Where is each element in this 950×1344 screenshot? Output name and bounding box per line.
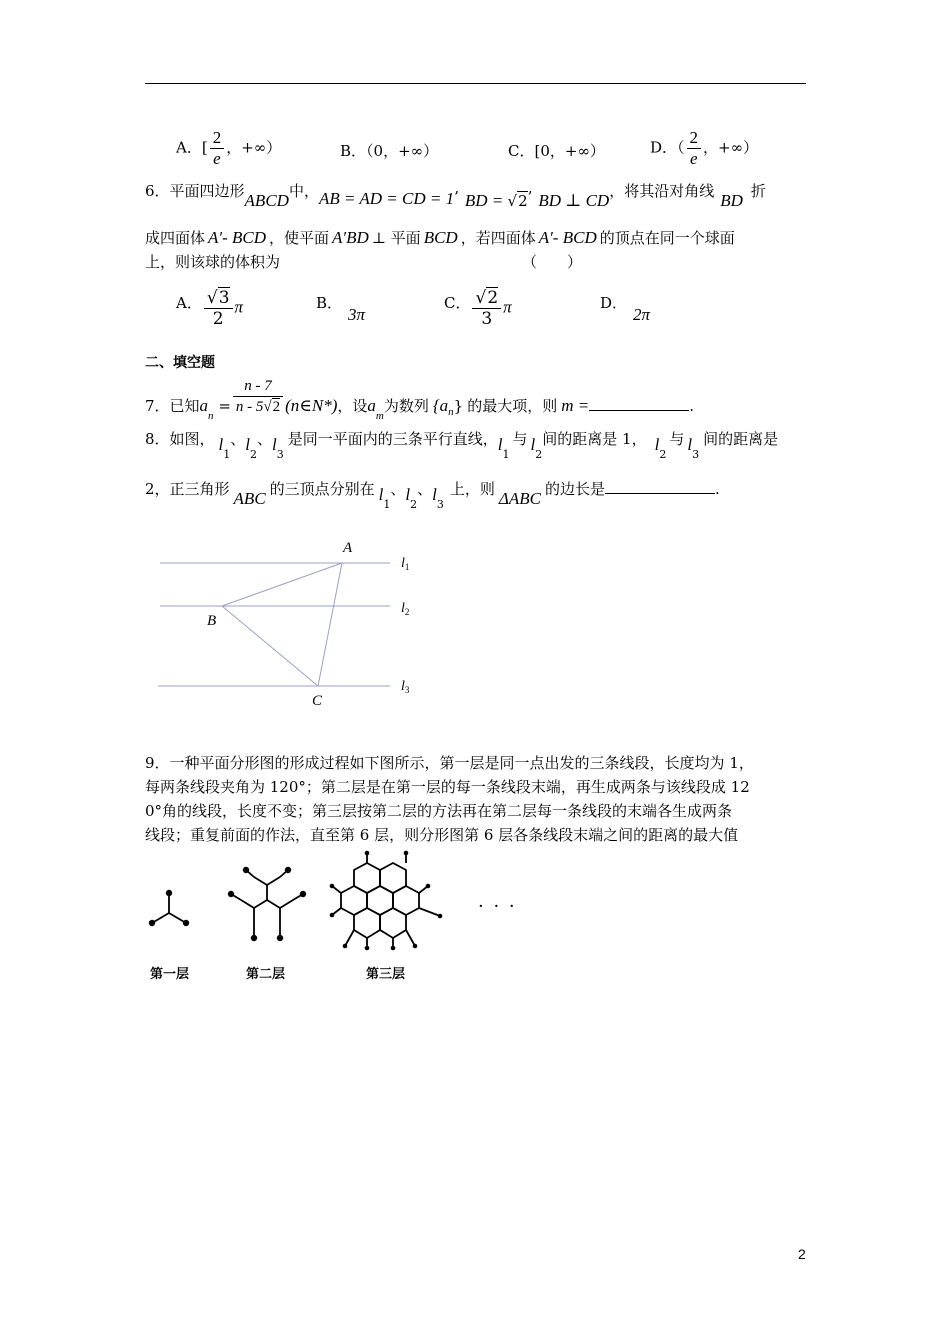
q9-line1: 9．一种平面分形图的形成过程如下图所示，第一层是同一点出发的三条线段，长度均为 1， xyxy=(145,754,754,772)
q9-line4: 线段；重复前面的作法，直至第 6 层，则分形图第 6 层各条线段末端之间的距离的最大值 xyxy=(145,826,739,844)
q6-option-c: C． $\frac{√2}{3}$ π xyxy=(444,288,512,329)
fractal-layer-3-endpoints xyxy=(330,851,443,951)
q5-option-d: D．（ $\frac{2}{e}$ ，+∞） xyxy=(650,128,759,168)
label-l3: $l_3$ xyxy=(401,679,410,695)
side-bc xyxy=(222,606,318,686)
q8-answer-blank[interactable] xyxy=(605,479,715,494)
vertex-label-b: B xyxy=(207,613,217,629)
q6-line2: 成四面体 A′- BCD ，使平面 A′BD ⊥ 平面 BCD ，若四面体 A′- BCD 的顶点在同一个球面 xyxy=(145,228,735,247)
q8-line1: 8．如图， $l_1$、$l_2$、$l_3$是同一平面内的三条平行直线，$l_1$与 $l_2$间的距离是 1， $l_2$与 $l_3$间的距离是 xyxy=(145,430,779,461)
fractal-caption-layer-1: 第一层 xyxy=(150,967,190,982)
vertex-label-c: C xyxy=(312,693,323,709)
label-l2: $l_2$ xyxy=(401,601,410,617)
q8-line2: 2，正三角形 ABC 的三顶点分别在 $l_1$、$l_2$、$l_3$上，则 ΔABC 的边长是 . xyxy=(145,480,720,511)
fractal-tree-figure xyxy=(140,848,520,960)
q9-line2: 每两条线段夹角为 120°；第二层是在第一层的每一条线段末端，再生成两条与该线段成 12 xyxy=(145,778,750,796)
fractal-layer-3 xyxy=(332,853,440,948)
section-heading-fill-in: 二、填空题 xyxy=(145,355,215,371)
label-l1: $l_1$ xyxy=(401,556,410,572)
side-ab xyxy=(222,563,342,606)
fractal-caption-layer-3: 第三层 xyxy=(366,967,406,982)
q6-option-d: D．2π xyxy=(600,294,651,324)
q5-option-a: A．[ $\frac{2}{e}$ ，+∞） xyxy=(176,128,282,168)
q5-option-c: C．[0，+∞） xyxy=(508,142,605,160)
vertex-label-a: A xyxy=(343,540,353,556)
q6-answer-paren: （ ） xyxy=(522,253,583,271)
q5-option-b: B．（0，+∞） xyxy=(340,142,439,160)
q7-answer-blank[interactable] xyxy=(589,396,689,411)
header-rule xyxy=(145,83,806,84)
fractal-layer-1 xyxy=(150,891,189,926)
page-number: 2 xyxy=(798,1246,806,1262)
q6-line3: 上，则该球的体积为 xyxy=(145,253,281,271)
q6-option-a: A． $\frac{√3}{2}$ π xyxy=(176,288,244,329)
q6-line1: 6．平面四边形ABCD中，AB = AD = CD = 1’ BD = √2’ BD ⊥ CD，将其沿对角线 BD 折 xyxy=(145,182,766,210)
q6-option-b: B．3π xyxy=(316,294,366,324)
q8-parallel-lines-figure xyxy=(150,535,430,715)
q7-line: 7．已知$a_n$ = $\frac{n - 7}{n - 5√2}$ (n∈N*)，设$a_m$为数列 $\{a_n\}$ 的最大项，则 m = . xyxy=(145,378,695,422)
fractal-layer-2 xyxy=(229,868,306,941)
side-ac xyxy=(318,563,342,686)
q9-line3: 0°角的线段，长度不变；第三层按第二层的方法再在第二层每一条线段的末端各生成两条 xyxy=(145,802,733,820)
fractal-caption-layer-2: 第二层 xyxy=(246,967,286,982)
fractal-ellipsis: · · · xyxy=(478,896,517,917)
